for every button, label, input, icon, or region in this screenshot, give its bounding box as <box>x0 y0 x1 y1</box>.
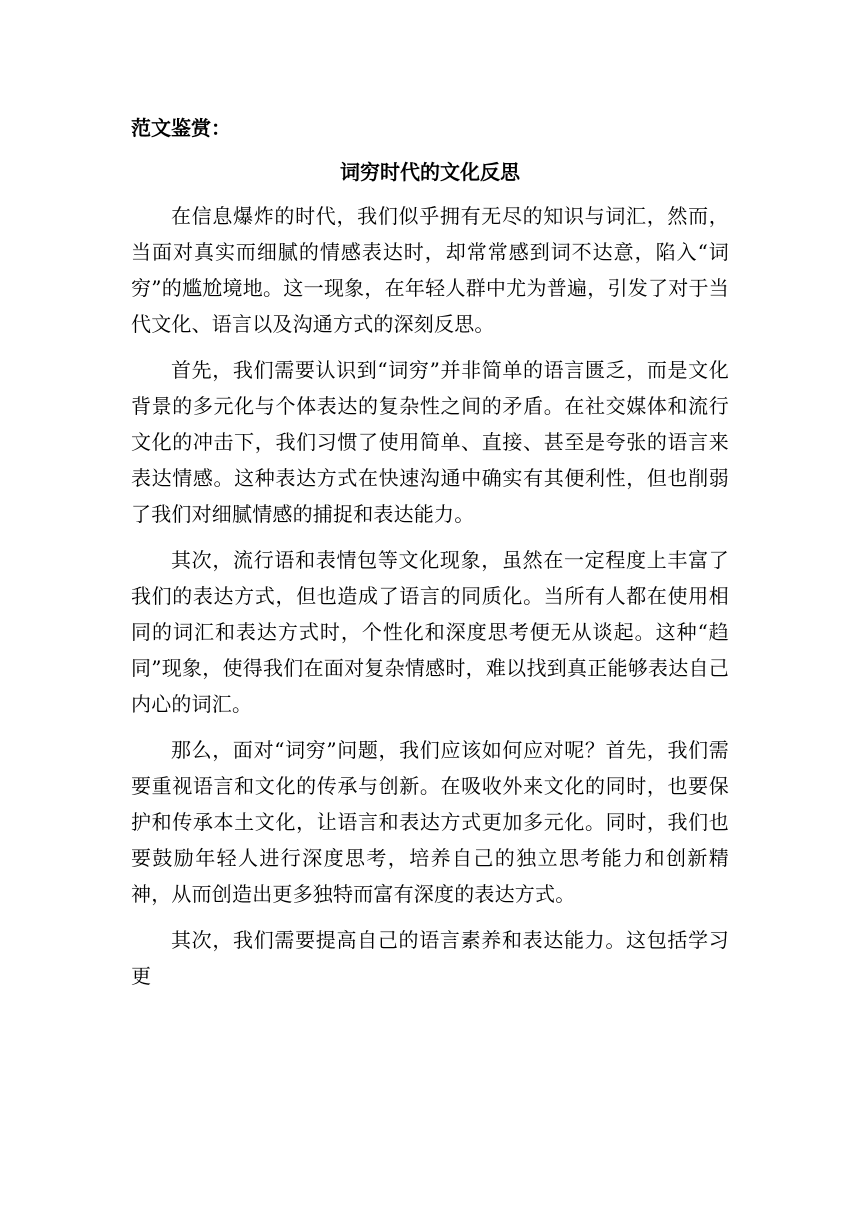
section-heading: 范文鉴赏： <box>131 116 231 140</box>
paragraph: 其次，流行语和表情包等文化现象，虽然在一定程度上丰富了我们的表达方式，但也造成了语言的同质化。当所有人都在使用相同的词汇和表达方式时，个性化和深度思考便无从谈起。这种“趋同”现象，使得我们在面对复杂情感时，难以找到真正能够表达自己内心的词汇。 <box>131 548 729 716</box>
paragraph: 其次，我们需要提高自己的语言素养和表达能力。这包括学习更 <box>131 928 729 988</box>
document-body <box>131 108 729 1004</box>
paragraph: 首先，我们需要认识到“词穷”并非简单的语言匮乏，而是文化背景的多元化与个体表达的复杂性之间的矛盾。在社交媒体和流行文化的冲击下，我们习惯了使用简单、直接、甚至是夸张的语言来表达情感。这种表达方式在快速沟通中确实有其便利性，但也削弱了我们对细腻情感的捕捉和表达能力。 <box>131 358 729 526</box>
paragraph: 那么，面对“词穷”问题，我们应该如何应对呢？首先，我们需要重视语言和文化的传承与创新。在吸收外来文化的同时，也要保护和传承本土文化，让语言和表达方式更加多元化。同时，我们也要鼓励年轻人进行深度思考，培养自己的独立思考能力和创新精神，从而创造出更多独特而富有深度的表达方式。 <box>131 738 729 906</box>
essay-title: 词穷时代的文化反思 <box>340 160 520 184</box>
paragraph: 在信息爆炸的时代，我们似乎拥有无尽的知识与词汇，然而，当面对真实而细腻的情感表达时，却常常感到词不达意，陷入“词穷”的尴尬境地。这一现象，在年轻人群中尤为普遍，引发了对于当代文化、语言以及沟通方式的深刻反思。 <box>131 204 729 336</box>
